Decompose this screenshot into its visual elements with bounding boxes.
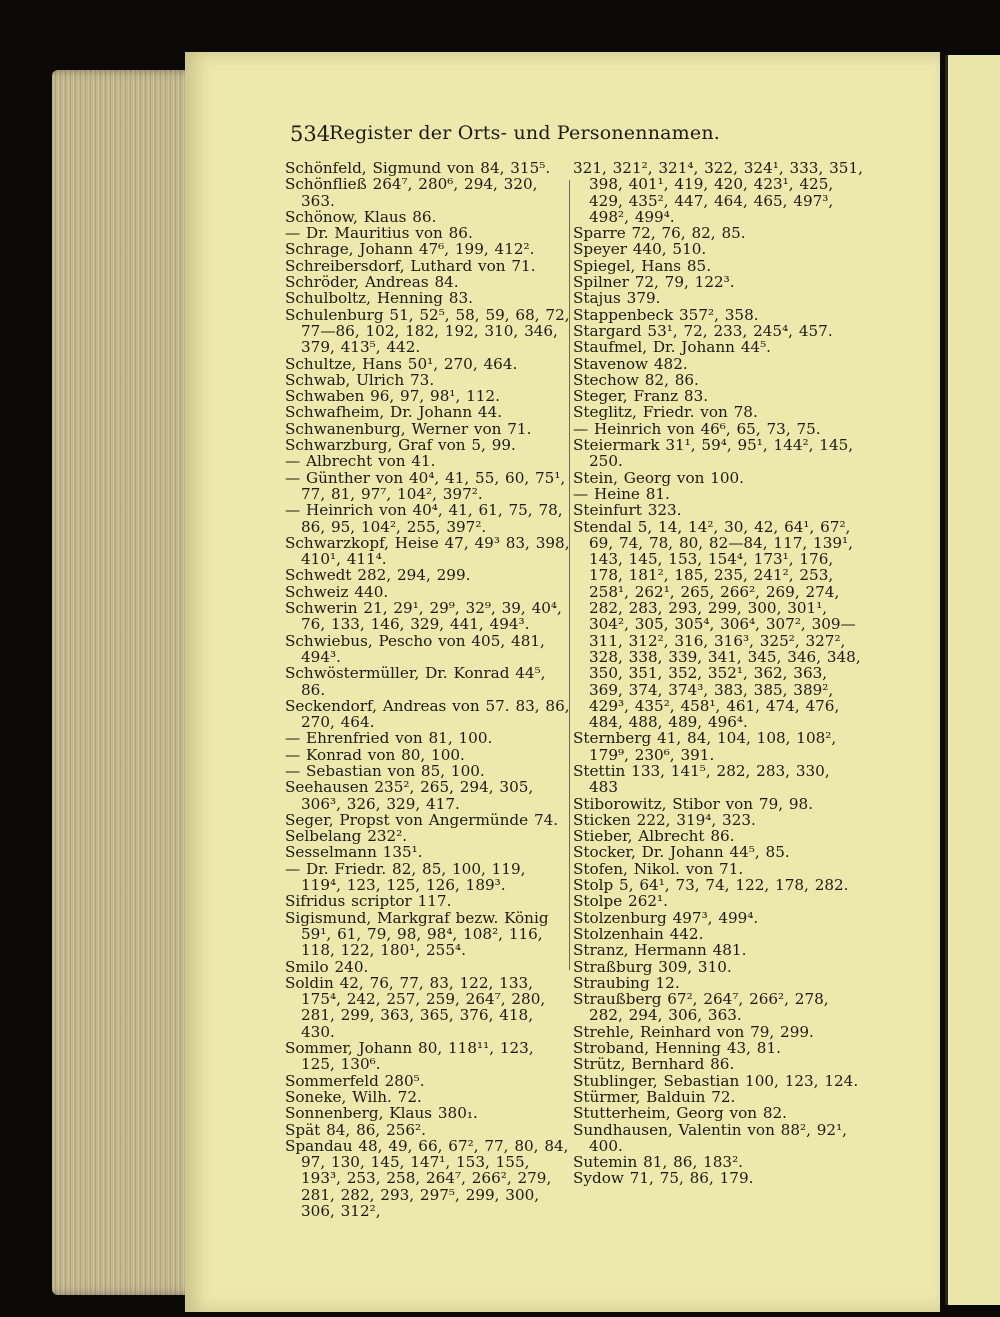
index-entry: Strehle, Reinhard von 79, 299. <box>573 1022 814 1041</box>
page-header <box>290 122 720 152</box>
index-entry: — Sebastian von 85, 100. <box>285 761 485 780</box>
index-entry: Stublinger, Sebastian 100, 123, 124. <box>573 1071 859 1090</box>
page-number: 534 <box>290 122 331 146</box>
index-entry: Sesselmann 135¹. <box>285 843 423 862</box>
index-entry: Schulboltz, Henning 83. <box>285 289 473 308</box>
index-entry: Schwab, Ulrich 73. <box>285 370 435 389</box>
index-entry: Stolp 5, 64¹, 73, 74, 122, 178, 282. <box>573 876 849 895</box>
index-entry: Sundhausen, Valentin von 88², 92¹, 400. <box>573 1120 847 1155</box>
index-entry: Steger, Franz 83. <box>573 387 709 406</box>
index-entry: Sommer, Johann 80, 118¹¹, 123, 125, 130⁶. <box>285 1039 534 1074</box>
index-entry: Schultze, Hans 50¹, 270, 464. <box>285 354 518 373</box>
running-title: Register der Orts- und Personennamen. <box>329 122 720 144</box>
index-entry: Stajus 379. <box>573 289 661 308</box>
index-entry: Steglitz, Friedr. von 78. <box>573 403 758 422</box>
index-entry: Schönfeld, Sigmund von 84, 315⁵. <box>285 159 551 177</box>
index-entry: Stofen, Nikol. von 71. <box>573 859 744 878</box>
index-entry: Schwöstermüller, Dr. Konrad 44⁵, 86. <box>285 664 546 699</box>
index-entry: Schwedt 282, 294, 299. <box>285 566 471 585</box>
index-entry: Stieber, Albrecht 86. <box>573 827 735 846</box>
index-column-right <box>573 160 863 1187</box>
index-entry: Spiegel, Hans 85. <box>573 256 712 275</box>
index-entry: — Dr. Friedr. 82, 85, 100, 119, 119⁴, 123, 125, 126, 189³. <box>285 859 526 895</box>
index-entry: — Ehrenfried von 81, 100. <box>285 729 493 748</box>
index-entry: 321, 321², 321⁴, 322, 324¹, 333, 351, 398, 401¹, 419, 420, 423¹, 425, 429, 435², 447, 464, 465, 497³, 498², 499⁴. <box>573 159 863 226</box>
index-entry: Steinfurt 323. <box>573 501 682 520</box>
index-entry: Sparre 72, 76, 82, 85. <box>573 224 746 243</box>
index-entry: Smilo 240. <box>285 957 369 976</box>
index-entry: Sommerfeld 280⁵. <box>285 1071 425 1090</box>
index-entry: Stargard 53¹, 72, 233, 245⁴, 457. <box>573 321 833 340</box>
index-entry: Schwaben 96, 97, 98¹, 112. <box>285 387 500 406</box>
index-column-left <box>285 160 570 1219</box>
index-entry: Stiborowitz, Stibor von 79, 98. <box>573 794 814 813</box>
index-entry: Stocker, Dr. Johann 44⁵, 85. <box>573 843 790 862</box>
index-entry: — Heine 81. <box>573 484 670 503</box>
index-entry: Straßburg 309, 310. <box>573 957 732 976</box>
index-entry: Stechow 82, 86. <box>573 370 699 389</box>
index-entry: Seckendorf, Andreas von 57. 83, 86, 270, 464. <box>285 696 570 732</box>
index-entry: Soneke, Wilh. 72. <box>285 1087 422 1106</box>
index-entry: Spandau 48, 49, 66, 67², 77, 80, 84, 97, 130, 145, 147¹, 153, 155, 193³, 253, 258, 264⁷, 266², 279, 281, 282, 293, 297⁵, 299, 300, 306, 312², <box>285 1136 569 1220</box>
index-entry: Soldin 42, 76, 77, 83, 122, 133, 175⁴, 242, 257, 259, 264⁷, 280, 281, 299, 363, 365, 376, 418, 430. <box>285 973 546 1041</box>
index-entry: Speyer 440, 510. <box>573 240 707 259</box>
index-entry: Sydow 71, 75, 86, 179. <box>573 1169 754 1188</box>
index-entry: Stolzenburg 497³, 499⁴. <box>573 908 759 927</box>
index-entry: Schreibersdorf, Luthard von 71. <box>285 256 536 275</box>
index-entry: Stranz, Hermann 481. <box>573 941 747 960</box>
index-entry: Schwafheim, Dr. Johann 44. <box>285 403 503 422</box>
index-entry: Stürmer, Balduin 72. <box>573 1087 736 1106</box>
index-entry: Seehausen 235², 265, 294, 305, 306³, 326, 329, 417. <box>285 778 534 813</box>
index-entry: Schweiz 440. <box>285 582 389 601</box>
index-entry: Stroband, Henning 43, 81. <box>573 1039 781 1058</box>
index-entry: Schulenburg 51, 52⁵, 58, 59, 68, 72, 77—86, 102, 182, 192, 310, 346, 379, 413⁵, 442. <box>285 305 570 357</box>
index-entry: Stappenbeck 357², 358. <box>573 305 759 324</box>
facing-page-edge <box>945 55 1000 1305</box>
index-entry: Spilner 72, 79, 122³. <box>573 273 735 292</box>
index-entry: Steiermark 31¹, 59⁴, 95¹, 144², 145, 250. <box>573 436 854 471</box>
index-entry: Sifridus scriptor 117. <box>285 892 452 911</box>
index-entry: Schönfließ 264⁷, 280⁶, 294, 320, 363. <box>285 175 538 210</box>
index-entry: Selbelang 232². <box>285 827 408 846</box>
index-entry: Sonnenberg, Klaus 380₁. <box>285 1104 478 1123</box>
index-entry: — Heinrich von 40⁴, 41, 61, 75, 78, 86, 95, 104², 255, 397². <box>285 501 563 536</box>
index-entry: Schwarzburg, Graf von 5, 99. <box>285 436 516 455</box>
index-entry: Stein, Georg von 100. <box>573 468 745 487</box>
index-entry: — Günther von 40⁴, 41, 55, 60, 75¹, 77, 81, 97⁷, 104², 397². <box>285 468 566 503</box>
index-entry: — Heinrich von 46⁶, 65, 73, 75. <box>573 419 821 438</box>
index-entry: Schwanenburg, Werner von 71. <box>285 419 532 438</box>
index-entry: Schönow, Klaus 86. <box>285 207 437 226</box>
index-entry: Straubing 12. <box>573 973 680 992</box>
index-entry: Stolpe 262¹. <box>573 892 668 911</box>
index-entry: Stavenow 482. <box>573 354 688 373</box>
index-entry: Schwarzkopf, Heise 47, 49³ 83, 398, 410¹, 411⁴. <box>285 533 570 569</box>
index-entry: Schwerin 21, 29¹, 29⁹, 32⁹, 39, 40⁴, 76, 133, 146, 329, 441, 494³. <box>285 599 562 634</box>
index-entry: Stutterheim, Georg von 82. <box>573 1104 787 1123</box>
index-entry: Seger, Propst von Angermünde 74. <box>285 810 559 829</box>
index-entry: Strütz, Bernhard 86. <box>573 1055 735 1074</box>
index-entry: Spät 84, 86, 256². <box>285 1120 426 1139</box>
book-page-edges <box>52 70 202 1295</box>
index-entry: Straußberg 67², 264⁷, 266², 278, 282, 294, 306, 363. <box>573 990 829 1025</box>
index-entry: — Konrad von 80, 100. <box>285 745 465 764</box>
index-entry: Sigismund, Markgraf bezw. König 59¹, 61, 79, 98, 98⁴, 108², 116, 118, 122, 180¹, 255⁴. <box>285 908 549 960</box>
index-entry: Staufmel, Dr. Johann 44⁵. <box>573 338 771 357</box>
index-entry: Schröder, Andreas 84. <box>285 273 459 292</box>
index-entry: Stendal 5, 14, 14², 30, 42, 64¹, 67², 69, 74, 78, 80, 82—84, 117, 139¹, 143, 145, 153, 154⁴, 173¹, 176, 178, 181², 185, 235, 241², 253, 258¹, 262¹, 265, 266², 269, 274, 282, 283, 293, 299, 300, 301¹, 304², 305, 305⁴, 306⁴, 307², 309—311, 312², 316, 316³, 325², 327², 328, 338, 339, 341, 345, 346, 348, 350, 351, 352, 352¹, 362, 363, 369, 374, 374³, 383, 385, 389², 429³, 435², 458¹, 461, 474, 476, 484, 488, 489, 496⁴. <box>573 517 861 732</box>
index-entry: Stettin 133, 141⁵, 282, 283, 330, 483 <box>573 761 830 797</box>
index-entry: Schrage, Johann 47⁶, 199, 412². <box>285 240 535 259</box>
index-entry: Sternberg 41, 84, 104, 108, 108², 179⁹, 230⁶, 391. <box>573 729 837 764</box>
index-entry: Stolzenhain 442. <box>573 924 704 943</box>
index-entry: — Dr. Mauritius von 86. <box>285 224 473 243</box>
index-entry: Schwiebus, Pescho von 405, 481, 494³. <box>285 631 545 666</box>
index-entry: Sticken 222, 319⁴, 323. <box>573 810 756 829</box>
index-entry: Sutemin 81, 86, 183². <box>573 1153 744 1172</box>
index-entry: — Albrecht von 41. <box>285 452 436 471</box>
